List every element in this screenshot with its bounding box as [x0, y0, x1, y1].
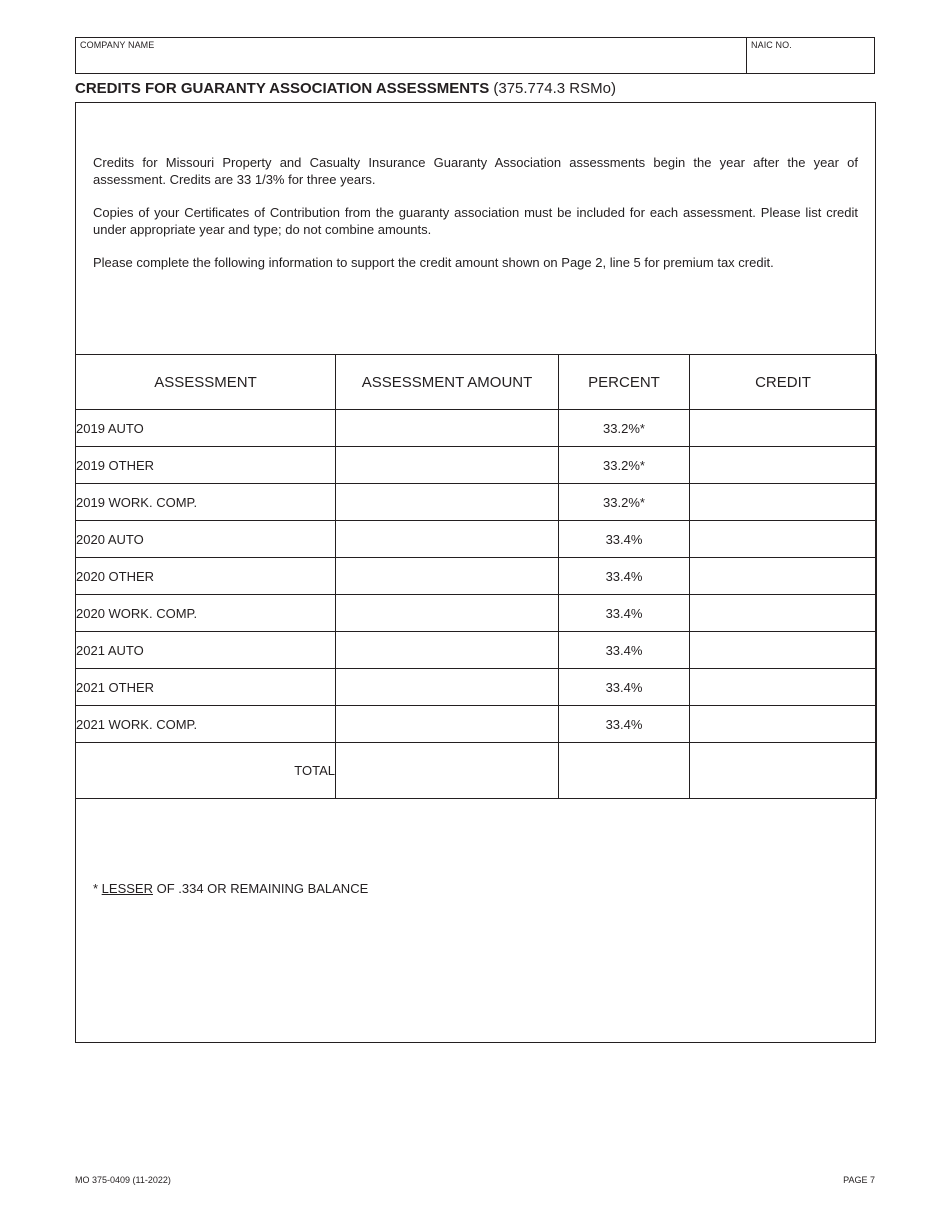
instructions-paragraph-1: Credits for Missouri Property and Casualty Insurance Guaranty Association assessments begin the year after the year of assessment. Credits are 33 1/3% for three years. [93, 155, 858, 187]
footnote-text: OF .334 OR REMAINING BALANCE [152, 881, 369, 896]
assessment-cell: 2019 WORK. COMP. [76, 484, 336, 521]
assessment-cell: 2021 AUTO [76, 632, 336, 669]
credit-cell[interactable] [690, 447, 877, 484]
assessment-amount-cell[interactable] [336, 521, 559, 558]
naic-number-field[interactable] [751, 53, 871, 71]
total-assessment-amount-cell[interactable] [336, 743, 559, 799]
column-header-credit: CREDIT [690, 355, 877, 410]
assessment-cell: 2019 AUTO [76, 410, 336, 447]
assessment-cell: 2020 WORK. COMP. [76, 595, 336, 632]
assessment-amount-cell[interactable] [336, 632, 559, 669]
assessment-cell: 2020 OTHER [76, 558, 336, 595]
table-row [76, 447, 877, 484]
instructions [93, 154, 858, 287]
table-row [76, 521, 877, 558]
total-credit-cell[interactable] [690, 743, 877, 799]
percent-cell: 33.2%* [559, 447, 690, 484]
percent-cell: 33.4% [559, 669, 690, 706]
company-name-field[interactable] [80, 53, 740, 71]
credit-cell[interactable] [690, 669, 877, 706]
table-row [76, 484, 877, 521]
assessment-amount-cell[interactable] [336, 669, 559, 706]
assessment-cell: 2021 OTHER [76, 669, 336, 706]
form-number: MO 375-0409 (11-2022) [75, 1175, 171, 1185]
page-title [75, 80, 616, 97]
assessment-cell: 2021 WORK. COMP. [76, 706, 336, 743]
credits-table [75, 354, 877, 799]
percent-cell: 33.4% [559, 558, 690, 595]
assessment-amount-cell[interactable] [336, 447, 559, 484]
table-row [76, 669, 877, 706]
credit-cell[interactable] [690, 558, 877, 595]
assessment-amount-cell[interactable] [336, 484, 559, 521]
credit-cell[interactable] [690, 521, 877, 558]
table-row [76, 410, 877, 447]
assessment-amount-cell[interactable] [336, 706, 559, 743]
credit-cell[interactable] [690, 484, 877, 521]
column-header-percent: PERCENT [559, 355, 690, 410]
form-body [75, 102, 876, 1043]
naic-number-label: NAIC NO. [751, 40, 792, 50]
percent-cell: 33.4% [559, 706, 690, 743]
footnote-asterisk: * [93, 881, 102, 896]
table-row [76, 558, 877, 595]
instructions-paragraph-3: Please complete the following information to support the credit amount shown on Page 2, line 5 for premium tax credit. [93, 255, 774, 270]
assessment-amount-cell[interactable] [336, 410, 559, 447]
column-header-assessment: ASSESSMENT [76, 355, 336, 410]
table-row [76, 632, 877, 669]
page-title-statute: (375.774.3 RSMo) [489, 80, 616, 97]
assessment-cell: 2019 OTHER [76, 447, 336, 484]
total-label: TOTAL [76, 743, 336, 799]
assessment-amount-cell[interactable] [336, 595, 559, 632]
percent-cell: 33.4% [559, 632, 690, 669]
instructions-paragraph-2: Copies of your Certificates of Contribution from the guaranty association must be included for each assessment. Please list credit under appropriate year and type; do not combine amounts. [93, 205, 858, 237]
table-row [76, 706, 877, 743]
credit-cell[interactable] [690, 595, 877, 632]
percent-cell: 33.2%* [559, 410, 690, 447]
credit-cell[interactable] [690, 632, 877, 669]
column-header-assessment-amount: ASSESSMENT AMOUNT [336, 355, 559, 410]
table-header-row [76, 355, 877, 410]
page-number: PAGE 7 [843, 1175, 875, 1185]
percent-cell: 33.4% [559, 595, 690, 632]
percent-cell: 33.2%* [559, 484, 690, 521]
footnote-lesser: LESSER [101, 881, 153, 896]
total-row [76, 743, 877, 799]
assessment-cell: 2020 AUTO [76, 521, 336, 558]
footnote [93, 881, 368, 896]
credit-cell[interactable] [690, 410, 877, 447]
percent-cell: 33.4% [559, 521, 690, 558]
company-name-label: COMPANY NAME [80, 40, 155, 50]
page-title-main: CREDITS FOR GUARANTY ASSOCIATION ASSESSMENTS [75, 80, 490, 97]
table-row [76, 595, 877, 632]
total-percent-cell [559, 743, 690, 799]
company-header-box [75, 37, 875, 74]
credit-cell[interactable] [690, 706, 877, 743]
header-divider [746, 38, 747, 73]
assessment-amount-cell[interactable] [336, 558, 559, 595]
